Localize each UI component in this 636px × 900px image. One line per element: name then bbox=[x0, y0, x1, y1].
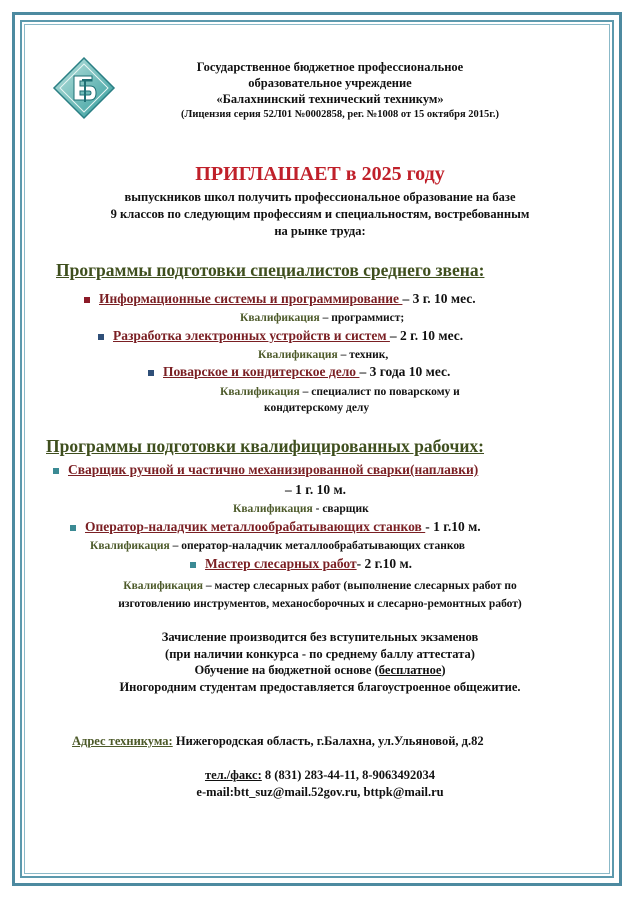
org-line-3: «Балахнинский технический техникум» bbox=[216, 92, 444, 106]
qualification bbox=[40, 577, 600, 613]
qualification-value: - сварщик bbox=[312, 503, 369, 515]
org-line-2: образовательное учреждение bbox=[248, 76, 412, 90]
qualification bbox=[233, 503, 369, 515]
address-line bbox=[72, 733, 484, 750]
program-term: – 3 г. 10 мес. bbox=[402, 291, 476, 306]
list-item bbox=[53, 462, 478, 478]
qualification-value: – специалист по поварскому и bbox=[299, 386, 460, 398]
qualification bbox=[258, 349, 388, 361]
program-name: Оператор-наладчик металлообрабатывающих станков bbox=[85, 519, 426, 534]
qualification-label: Квалификация bbox=[240, 312, 320, 324]
program-term: – 2 г. 10 мес. bbox=[389, 328, 464, 343]
qualification-value: – техник, bbox=[337, 349, 389, 361]
qualification bbox=[220, 384, 460, 416]
program-term: - 1 г.10 м. bbox=[425, 519, 481, 534]
qualification-label: Квалификация bbox=[90, 540, 170, 552]
bullet-icon bbox=[53, 468, 59, 474]
program-term: – 1 г. 10 м. bbox=[285, 482, 347, 497]
admission-line-3-post: ) bbox=[441, 663, 446, 677]
intro-line-2: 9 классов по следующим профессиям и специальностям, востребованным bbox=[110, 207, 530, 221]
bullet-icon bbox=[148, 370, 154, 376]
bullet-icon bbox=[70, 525, 76, 531]
org-line-1: Государственное бюджетное профессиональное bbox=[196, 60, 464, 74]
qualification-value: – программист; bbox=[319, 312, 405, 324]
qualification-label: Квалификация bbox=[123, 580, 203, 592]
program-name: Разработка электронных устройств и систем bbox=[113, 328, 390, 343]
license-line: (Лицензия серия 52Л01 №0002858, рег. №1008 от 15 октября 2015г.) bbox=[181, 109, 499, 120]
phone-value: 8 (831) 283-44-11, 8-9063492034 bbox=[261, 768, 436, 782]
qualification-value-line2: кондитерскому делу bbox=[264, 402, 370, 414]
program-term-line bbox=[285, 482, 346, 498]
college-emblem-icon bbox=[52, 56, 116, 120]
phone-label: тел./факс: bbox=[204, 768, 262, 782]
admission-line-4: Иногородним студентам предоставляется благоустроенное общежитие. bbox=[119, 679, 521, 694]
email-line: e-mail:btt_suz@mail.52gov.ru, bttpk@mail.ru bbox=[196, 784, 444, 799]
qualification-value: – оператор-наладчик металлообрабатывающих станков bbox=[169, 540, 465, 552]
list-item bbox=[70, 519, 481, 535]
admission-line-2: (при наличии конкурса - по среднему баллу аттестата) bbox=[165, 646, 475, 661]
intro-text bbox=[40, 189, 600, 240]
qualification-value-line2: изготовлению инструментов, механосборочных и слесарно-ремонтных работ) bbox=[118, 598, 522, 610]
contacts-block bbox=[40, 767, 600, 800]
list-item bbox=[190, 556, 412, 572]
program-name: Информационные системы и программирование bbox=[99, 291, 403, 306]
section-heading-workers: Программы подготовки квалифицированных рабочих: bbox=[46, 436, 485, 456]
list-item bbox=[98, 328, 463, 344]
address-value: Нижегородская область, г.Балахна, ул.Ульяновой, д.82 bbox=[172, 734, 484, 748]
page-title: ПРИГЛАШАЕТ в 2025 году bbox=[195, 163, 445, 185]
list-item bbox=[84, 291, 476, 307]
qualification bbox=[90, 540, 465, 552]
qualification-label: Квалификация bbox=[233, 503, 313, 515]
program-name: Мастер слесарных работ bbox=[205, 556, 357, 571]
qualification-value: – мастер слесарных работ (выполнение слесарных работ по bbox=[203, 580, 517, 592]
bullet-icon bbox=[84, 297, 90, 303]
address-label: Адрес техникума: bbox=[72, 734, 173, 748]
program-name: Поварское и кондитерское дело bbox=[163, 364, 360, 379]
program-term: – 3 года 10 мес. bbox=[359, 364, 451, 379]
qualification bbox=[240, 312, 404, 324]
admission-line-3-pre: Обучение на бюджетной основе ( bbox=[194, 663, 379, 677]
admission-line-1: Зачисление производится без вступительных экзаменов bbox=[161, 630, 479, 644]
org-header bbox=[150, 59, 510, 107]
intro-line-1: выпускников школ получить профессиональное образование на базе bbox=[124, 190, 516, 204]
intro-line-3: на рынке труда: bbox=[274, 224, 366, 238]
program-term: - 2 г.10 м. bbox=[356, 556, 413, 571]
list-item bbox=[148, 364, 450, 380]
qualification-label: Квалификация bbox=[258, 349, 338, 361]
admission-info bbox=[40, 629, 600, 695]
section-heading-specialists: Программы подготовки специалистов среднего звена: bbox=[56, 260, 485, 280]
bullet-icon bbox=[190, 562, 196, 568]
admission-line-3 bbox=[40, 662, 600, 679]
bullet-icon bbox=[98, 334, 104, 340]
admission-free-note: бесплатное bbox=[378, 663, 442, 677]
program-name: Сварщик ручной и частично механизированной сварки(наплавки) bbox=[68, 462, 479, 477]
qualification-label: Квалификация bbox=[220, 386, 300, 398]
